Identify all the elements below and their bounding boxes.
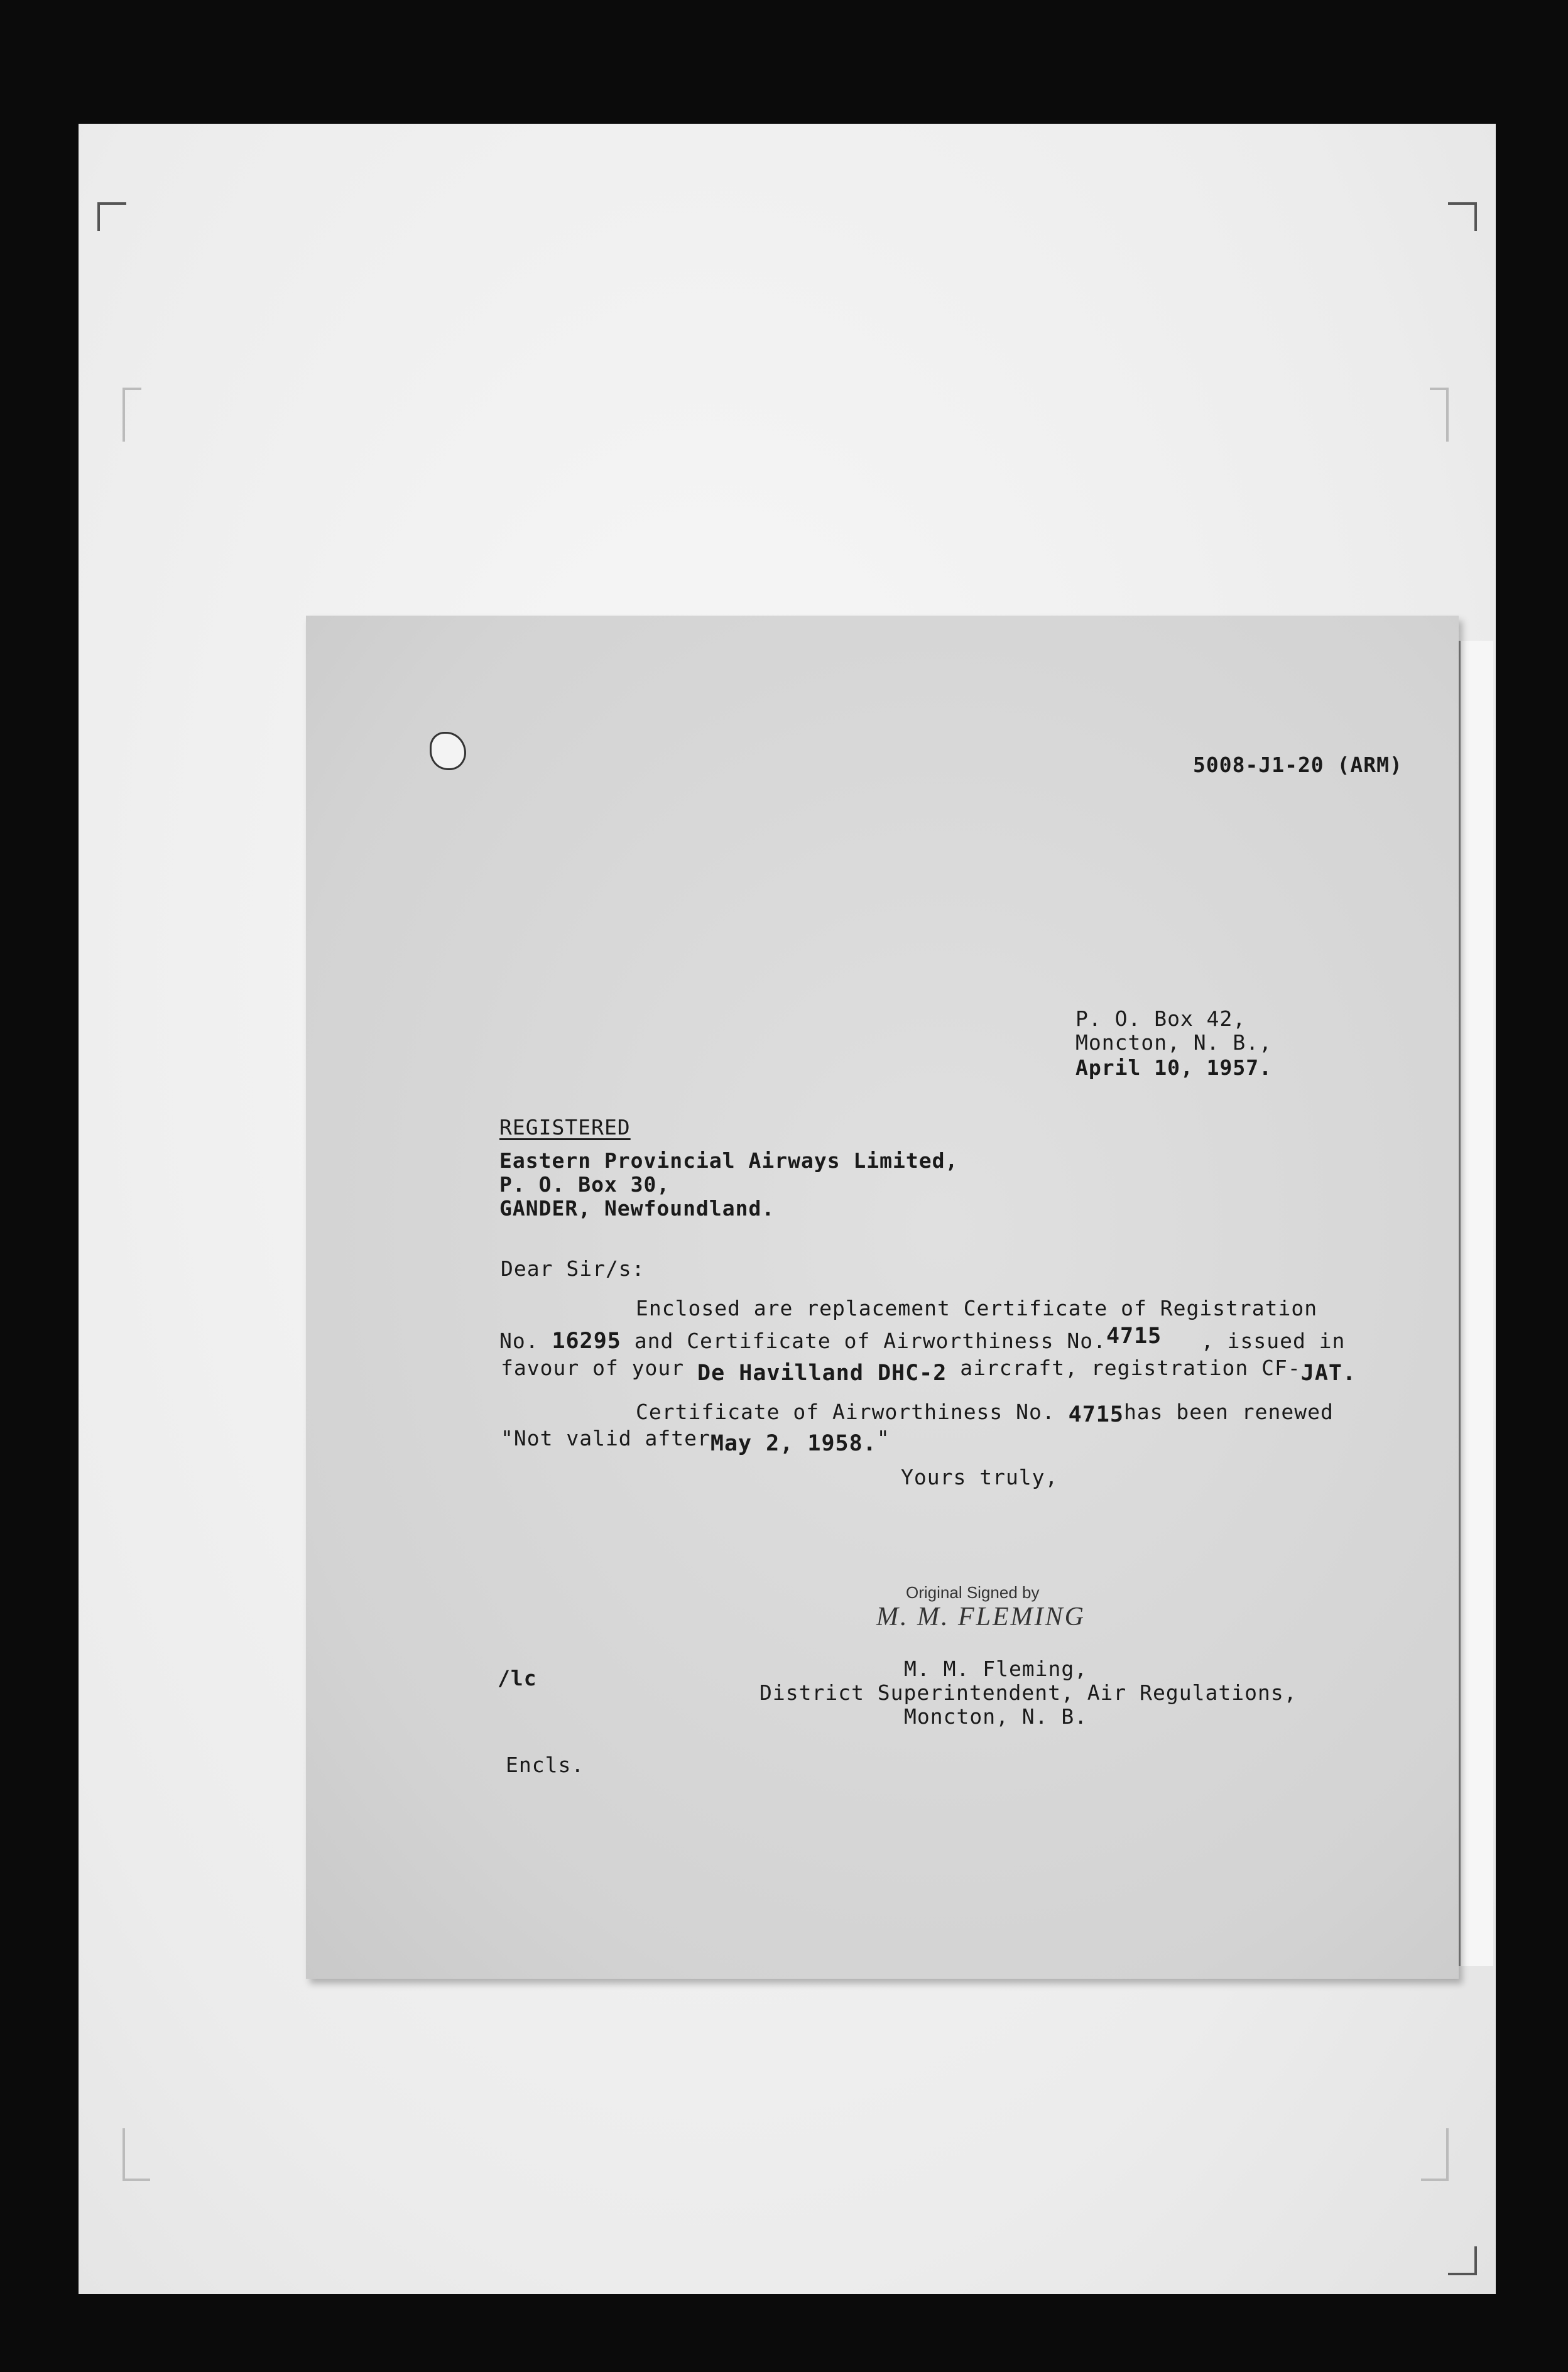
- sender-address-line2: Moncton, N. B.,: [1075, 1030, 1273, 1055]
- page-edge-strip: [1459, 641, 1493, 1966]
- recipient-name: Eastern Provincial Airways Limited,: [499, 1148, 959, 1173]
- closing: Yours truly,: [901, 1465, 1059, 1489]
- favour-text: favour of your: [501, 1356, 685, 1380]
- p2-text: Certificate of Airworthiness No.: [636, 1400, 1055, 1424]
- corner-mark-bottom-right: [1448, 2246, 1477, 2275]
- enclosures: Encls.: [506, 1753, 585, 1777]
- bracket-mark-bottom-right: [1421, 2128, 1449, 2181]
- recipient-box: P. O. Box 30,: [499, 1172, 670, 1197]
- recipient-city: GANDER, Newfoundland.: [499, 1196, 775, 1221]
- signature-stamp-line1: Original Signed by: [906, 1583, 1040, 1602]
- letter-page: [306, 616, 1459, 1979]
- corner-mark-top-right: [1448, 202, 1477, 231]
- body-p1-line3: [501, 1356, 1357, 1386]
- bracket-mark-right: [1430, 388, 1449, 442]
- bracket-mark-left: [122, 388, 141, 442]
- body-p1-line2: [499, 1324, 1346, 1354]
- sender-address-line1: P. O. Box 42,: [1075, 1006, 1246, 1031]
- signatory-title: District Superintendent, Air Regulations,: [760, 1680, 1297, 1705]
- aircraft-type: De Havilland DHC-2: [697, 1361, 947, 1386]
- bracket-mark-bottom-left: [122, 2128, 150, 2181]
- typist-initials: /lc: [498, 1666, 537, 1690]
- salutation: Dear Sir/s:: [501, 1256, 645, 1281]
- airworthiness-text: and Certificate of Airworthiness No.: [634, 1329, 1106, 1353]
- punch-hole: [430, 732, 466, 770]
- letter-date: April 10, 1957.: [1075, 1055, 1273, 1080]
- renewed-text: has been renewed: [1123, 1400, 1334, 1424]
- valid-after-text: "Not valid after: [501, 1426, 710, 1450]
- body-p2-line2: [501, 1426, 890, 1456]
- valid-until-date: May 2, 1958.: [710, 1431, 877, 1456]
- renewed-airworthiness-number: 4715: [1068, 1402, 1124, 1427]
- corner-mark-top-left: [97, 202, 126, 231]
- close-quote: ": [876, 1426, 890, 1450]
- body-p2-line1: [636, 1400, 1334, 1425]
- number-label: No.: [499, 1329, 539, 1353]
- signatory-location: Moncton, N. B.: [904, 1704, 1088, 1729]
- registration-number: 16295: [552, 1329, 621, 1354]
- registration-mark: JAT.: [1300, 1361, 1357, 1386]
- file-reference: 5008-J1-20 (ARM): [1193, 753, 1403, 777]
- signatory-name: M. M. Fleming,: [904, 1657, 1088, 1681]
- body-p1-line1: Enclosed are replacement Certificate of Registration: [636, 1296, 1318, 1320]
- airworthiness-number: 4715: [1106, 1324, 1162, 1349]
- signature-stamp-line2: M. M. FLEMING: [876, 1602, 1086, 1631]
- registration-text: aircraft, registration CF-: [960, 1356, 1301, 1380]
- registered-label: REGISTERED: [499, 1115, 631, 1140]
- issued-text: , issued in: [1200, 1329, 1346, 1353]
